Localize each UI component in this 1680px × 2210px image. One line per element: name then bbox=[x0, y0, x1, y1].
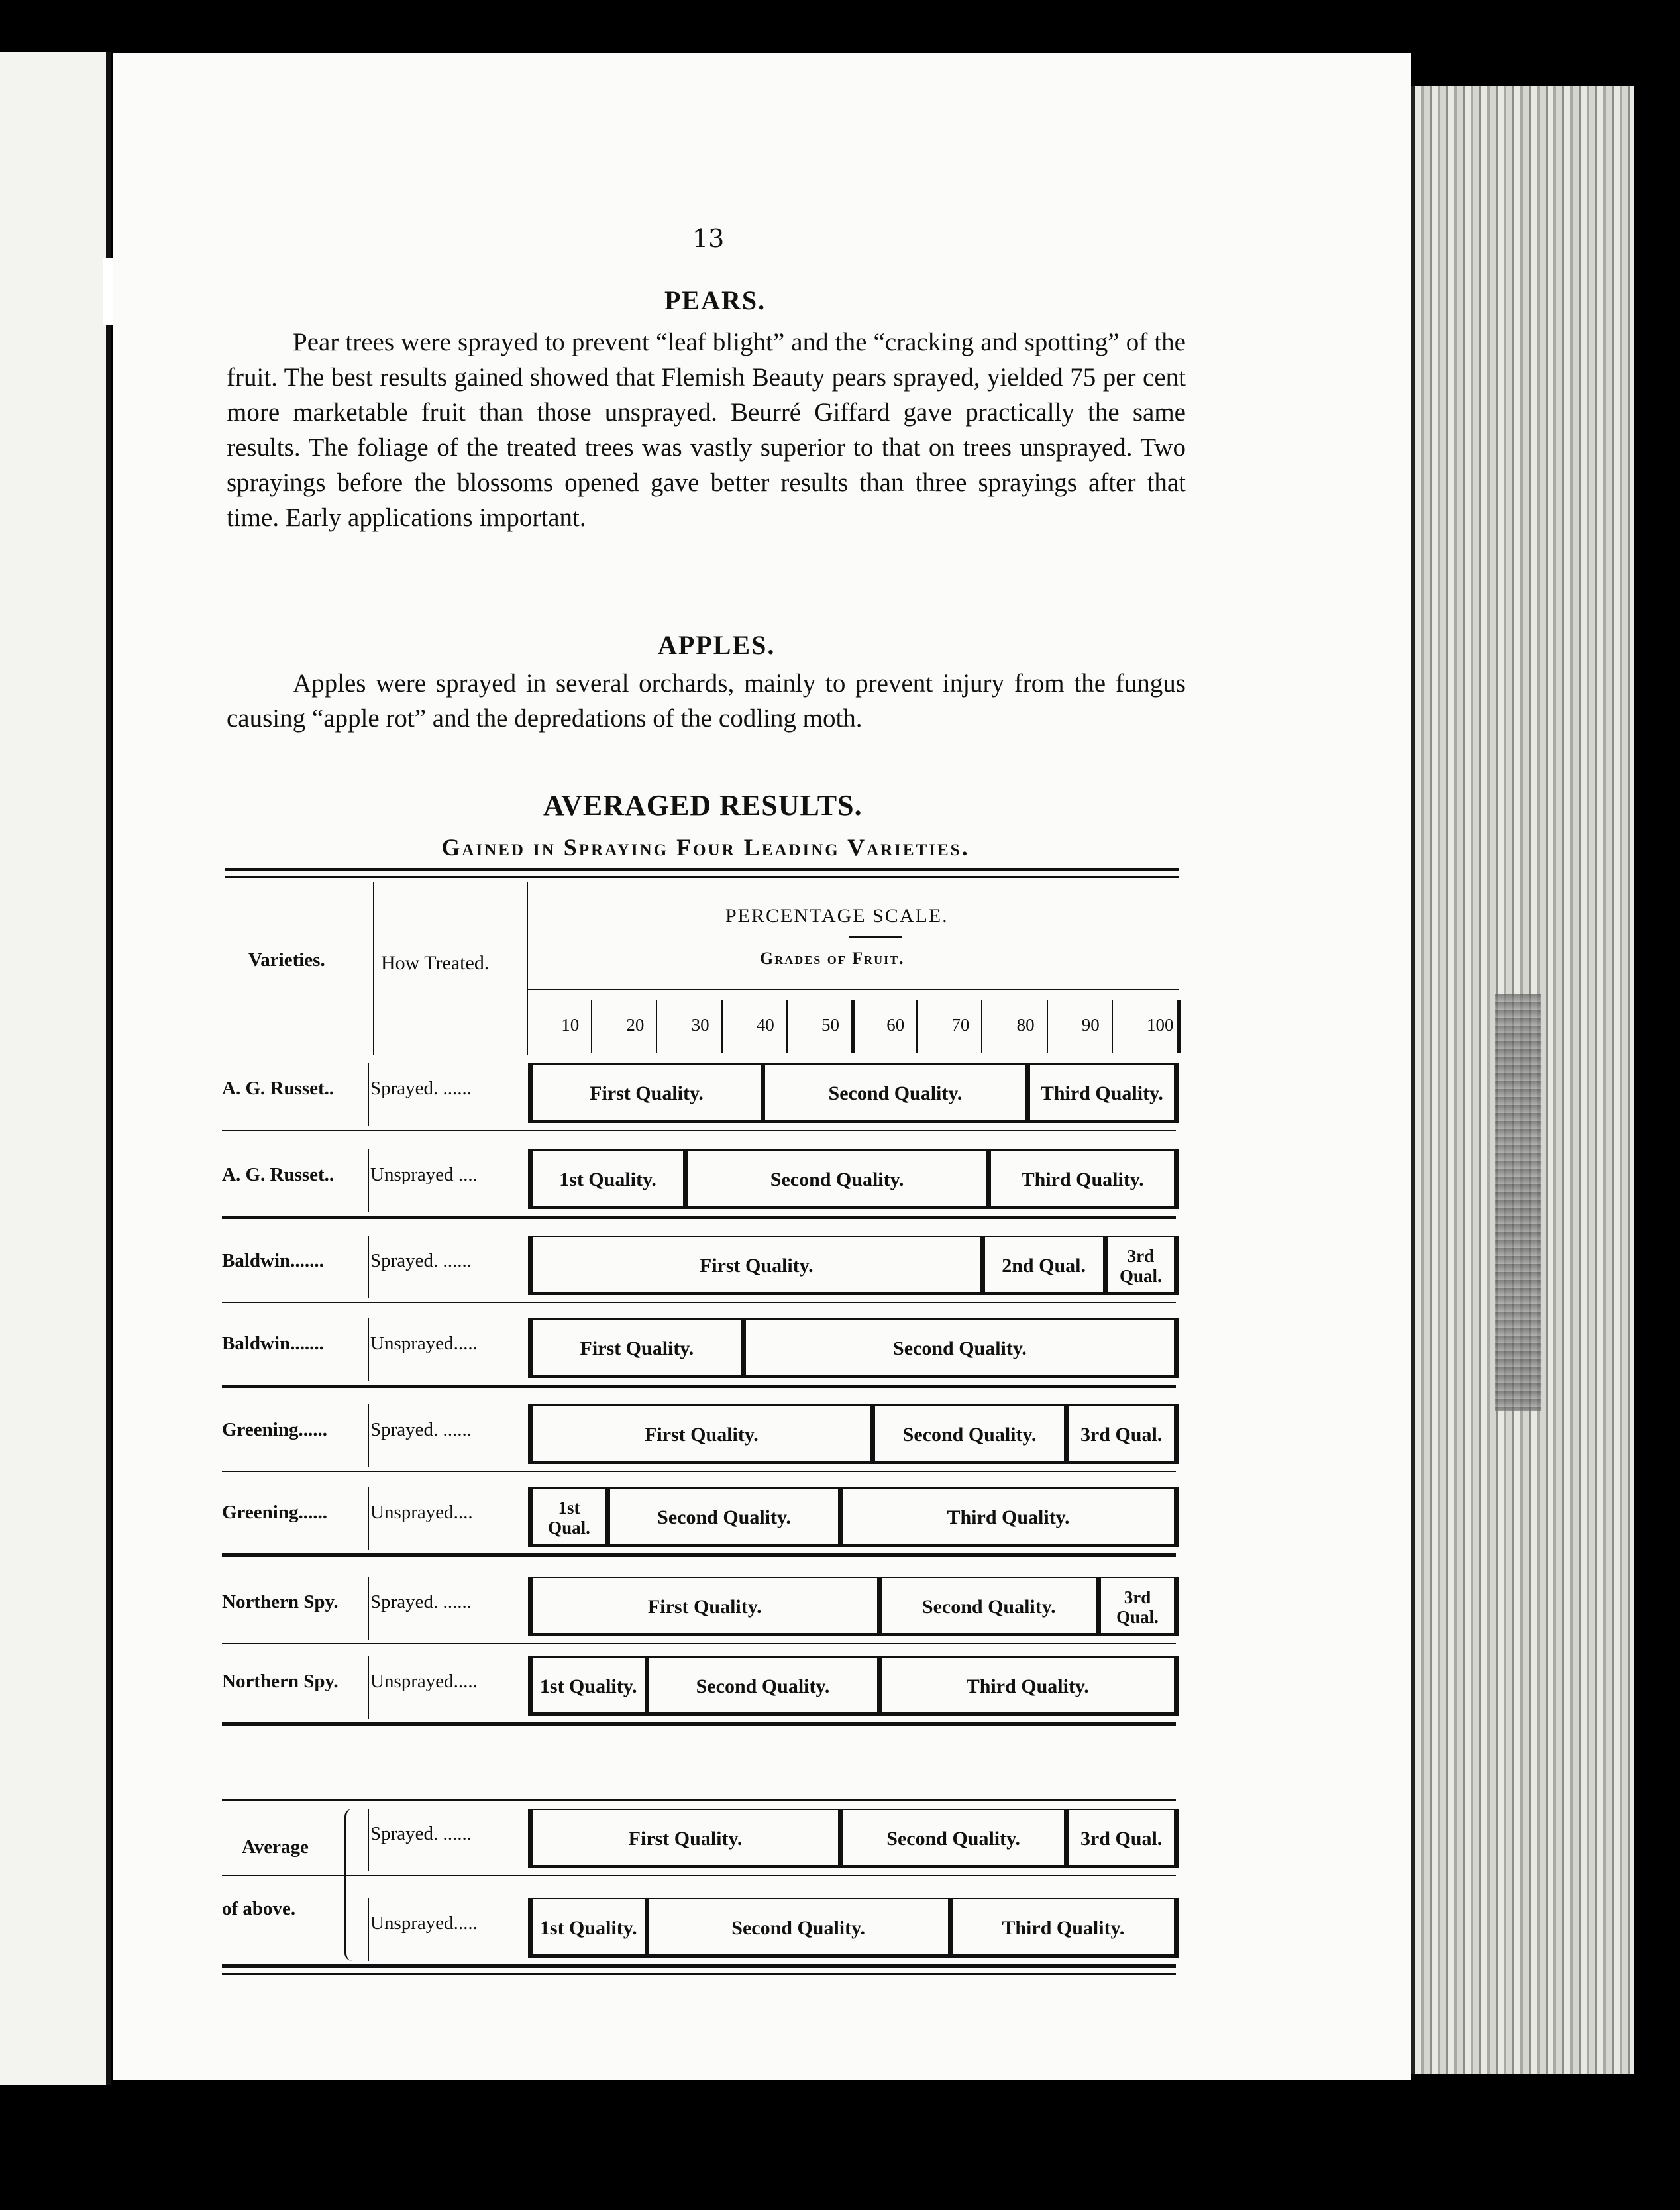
quality-bar bbox=[528, 1898, 1179, 1958]
table-row bbox=[222, 1487, 1176, 1559]
quality-segment: 3rd Qual. bbox=[1069, 1406, 1179, 1464]
variety-label: Northern Spy. bbox=[222, 1671, 339, 1692]
row-divider bbox=[368, 1063, 369, 1126]
header-divider-1 bbox=[373, 882, 374, 1055]
book-page-edges bbox=[1411, 86, 1634, 2074]
treatment-label: Sprayed. ...... bbox=[370, 1250, 472, 1271]
row-divider bbox=[368, 1656, 369, 1719]
apples-text: Apples were sprayed in several orchards, mainly to prevent injury from the fungus causing “apple rot” and the depredations of the codling moth. bbox=[227, 669, 1186, 733]
tick-line bbox=[591, 1000, 592, 1053]
row-rule bbox=[222, 1302, 1176, 1303]
row-rule bbox=[222, 1643, 1176, 1644]
quality-segment: 1st Quality. bbox=[533, 1151, 688, 1209]
header-divider-2 bbox=[527, 882, 528, 1055]
row-rule bbox=[222, 1722, 1176, 1726]
quality-bar bbox=[528, 1404, 1179, 1464]
table-row bbox=[222, 1656, 1176, 1728]
tick-top-rule bbox=[528, 989, 1179, 990]
margin-mark bbox=[103, 258, 113, 325]
quality-bar bbox=[528, 1063, 1179, 1123]
table-row bbox=[222, 1063, 1176, 1135]
table-row bbox=[222, 1898, 1176, 1970]
variety-label: Greening...... bbox=[222, 1419, 327, 1440]
row-divider bbox=[368, 1577, 369, 1640]
table-bottom-rule bbox=[222, 1973, 1176, 1975]
treatment-label: Unsprayed..... bbox=[370, 1671, 478, 1692]
quality-segment: First Quality. bbox=[533, 1065, 765, 1123]
row-rule bbox=[222, 1875, 1176, 1876]
average-label: Average bbox=[242, 1836, 309, 1858]
quality-segment: 1st Quality. bbox=[533, 1658, 649, 1716]
treatment-label: Unsprayed.... bbox=[370, 1502, 473, 1523]
treatment-label: Unsprayed .... bbox=[370, 1164, 478, 1185]
quality-bar bbox=[528, 1236, 1179, 1295]
row-divider bbox=[368, 1404, 369, 1467]
row-rule bbox=[222, 1130, 1176, 1131]
tick-label: 70 bbox=[951, 1015, 970, 1035]
treatment-label: Unsprayed..... bbox=[370, 1913, 478, 1934]
varieties-header: Varieties. bbox=[248, 949, 325, 971]
tick-label: 30 bbox=[691, 1015, 709, 1035]
tick-line bbox=[721, 1000, 723, 1053]
apples-heading: APPLES. bbox=[658, 630, 776, 660]
tick-line bbox=[1112, 1000, 1113, 1053]
tick-line bbox=[981, 1000, 982, 1053]
treatment-label: Sprayed. ...... bbox=[370, 1591, 472, 1612]
how-treated-header: How Treated. bbox=[381, 952, 490, 974]
tick-label: 60 bbox=[886, 1015, 905, 1035]
row-divider bbox=[368, 1809, 369, 1871]
row-rule bbox=[222, 1216, 1176, 1219]
row-divider bbox=[368, 1318, 369, 1381]
row-divider bbox=[368, 1149, 369, 1212]
average-label-2: of above. bbox=[222, 1898, 296, 1919]
treatment-label: Sprayed. ...... bbox=[370, 1078, 472, 1099]
quality-segment: 3rd Qual. bbox=[1108, 1237, 1179, 1295]
quality-segment: 2nd Qual. bbox=[985, 1237, 1108, 1295]
table-subtitle: Gained in Spraying Four Leading Varieties. bbox=[441, 834, 970, 861]
quality-segment: First Quality. bbox=[533, 1810, 843, 1868]
average-top-rule bbox=[222, 1799, 1176, 1801]
variety-label: A. G. Russet.. bbox=[222, 1164, 335, 1185]
quality-bar bbox=[528, 1487, 1179, 1547]
quality-segment: First Quality. bbox=[533, 1237, 985, 1295]
quality-segment: First Quality. bbox=[533, 1320, 746, 1378]
pears-paragraph bbox=[227, 325, 1186, 535]
scale-rule bbox=[849, 936, 902, 938]
treatment-label: Sprayed. ...... bbox=[370, 1419, 472, 1440]
quality-segment: 1st Quality. bbox=[533, 1899, 649, 1958]
quality-segment: Third Quality. bbox=[1030, 1065, 1179, 1123]
variety-label: A. G. Russet.. bbox=[222, 1078, 335, 1099]
quality-segment: Second Quality. bbox=[875, 1406, 1069, 1464]
quality-segment: Second Quality. bbox=[746, 1320, 1179, 1378]
quality-segment: Third Quality. bbox=[882, 1658, 1179, 1716]
quality-segment: Second Quality. bbox=[649, 1899, 953, 1958]
quality-segment: Second Quality. bbox=[688, 1151, 991, 1209]
top-rule bbox=[225, 868, 1179, 871]
top-rule-thin bbox=[225, 876, 1179, 878]
quality-segment: 1st Qual. bbox=[533, 1489, 610, 1547]
tick-label: 40 bbox=[756, 1015, 774, 1035]
quality-bar bbox=[528, 1809, 1179, 1868]
variety-label: Northern Spy. bbox=[222, 1591, 339, 1612]
grades-header: Grades of Fruit. bbox=[760, 949, 905, 968]
table-title: AVERAGED RESULTS. bbox=[543, 789, 863, 821]
table-row bbox=[222, 1577, 1176, 1648]
variety-label: Baldwin....... bbox=[222, 1250, 324, 1271]
tick-label: 10 bbox=[561, 1015, 580, 1035]
quality-segment: Second Quality. bbox=[765, 1065, 1030, 1123]
average-brace bbox=[344, 1809, 356, 1961]
quality-segment: First Quality. bbox=[533, 1406, 875, 1464]
tick-label: 50 bbox=[821, 1015, 839, 1035]
row-divider bbox=[368, 1898, 369, 1961]
percentage-scale-header: PERCENTAGE SCALE. bbox=[725, 905, 949, 927]
row-rule bbox=[222, 1553, 1176, 1557]
quality-segment: Third Quality. bbox=[991, 1151, 1179, 1209]
facing-page-edge bbox=[0, 52, 111, 2085]
table-row bbox=[222, 1318, 1176, 1390]
row-rule bbox=[222, 1385, 1176, 1388]
tick-line bbox=[1177, 1000, 1181, 1053]
tick-label: 20 bbox=[626, 1015, 645, 1035]
tick-line bbox=[786, 1000, 788, 1053]
tick-line bbox=[1047, 1000, 1048, 1053]
quality-segment: 3rd Qual. bbox=[1069, 1810, 1179, 1868]
table-row bbox=[222, 1404, 1176, 1476]
apples-paragraph bbox=[227, 666, 1186, 736]
treatment-label: Sprayed. ...... bbox=[370, 1823, 472, 1844]
tick-line bbox=[851, 1000, 855, 1053]
page-number: 13 bbox=[692, 224, 725, 253]
quality-segment: 3rd Qual. bbox=[1101, 1578, 1179, 1636]
variety-label: Greening...... bbox=[222, 1502, 327, 1523]
tick-label: 100 bbox=[1147, 1015, 1174, 1035]
tick-line bbox=[656, 1000, 657, 1053]
tick-label: 90 bbox=[1081, 1015, 1100, 1035]
table-row bbox=[222, 1809, 1176, 1880]
table-row bbox=[222, 1236, 1176, 1307]
quality-bar bbox=[528, 1577, 1179, 1636]
quality-segment: First Quality. bbox=[533, 1578, 882, 1636]
variety-label: Baldwin....... bbox=[222, 1333, 324, 1354]
quality-bar bbox=[528, 1656, 1179, 1716]
tick-label: 80 bbox=[1016, 1015, 1035, 1035]
quality-segment: Second Quality. bbox=[882, 1578, 1102, 1636]
quality-segment: Second Quality. bbox=[843, 1810, 1069, 1868]
row-divider bbox=[368, 1236, 369, 1298]
row-rule bbox=[222, 1964, 1176, 1968]
quality-bar bbox=[528, 1149, 1179, 1209]
quality-segment: Second Quality. bbox=[649, 1658, 882, 1716]
row-divider bbox=[368, 1487, 369, 1550]
pears-text: Pear trees were sprayed to prevent “leaf blight” and the “cracking and spotting” of the fruit. The best results gained showed that Flemish Beauty pears sprayed, yielded 75 per cent more marketable fruit than those unsprayed. Beurré Giffard gave practically the same results. The foliage of the treated trees was vastly superior to that on trees unsprayed. Two sprayings before the blossoms opened gave better results than three sprayings after that time. Early applications important. bbox=[227, 328, 1186, 532]
tick-line bbox=[916, 1000, 918, 1053]
page-edge-shadow bbox=[1495, 994, 1541, 1411]
row-rule bbox=[222, 1471, 1176, 1472]
quality-segment: Third Quality. bbox=[953, 1899, 1179, 1958]
table-row bbox=[222, 1149, 1176, 1221]
quality-segment: Second Quality. bbox=[610, 1489, 843, 1547]
pears-heading: PEARS. bbox=[664, 286, 766, 315]
quality-bar bbox=[528, 1318, 1179, 1378]
quality-segment: Third Quality. bbox=[843, 1489, 1179, 1547]
treatment-label: Unsprayed..... bbox=[370, 1333, 478, 1354]
